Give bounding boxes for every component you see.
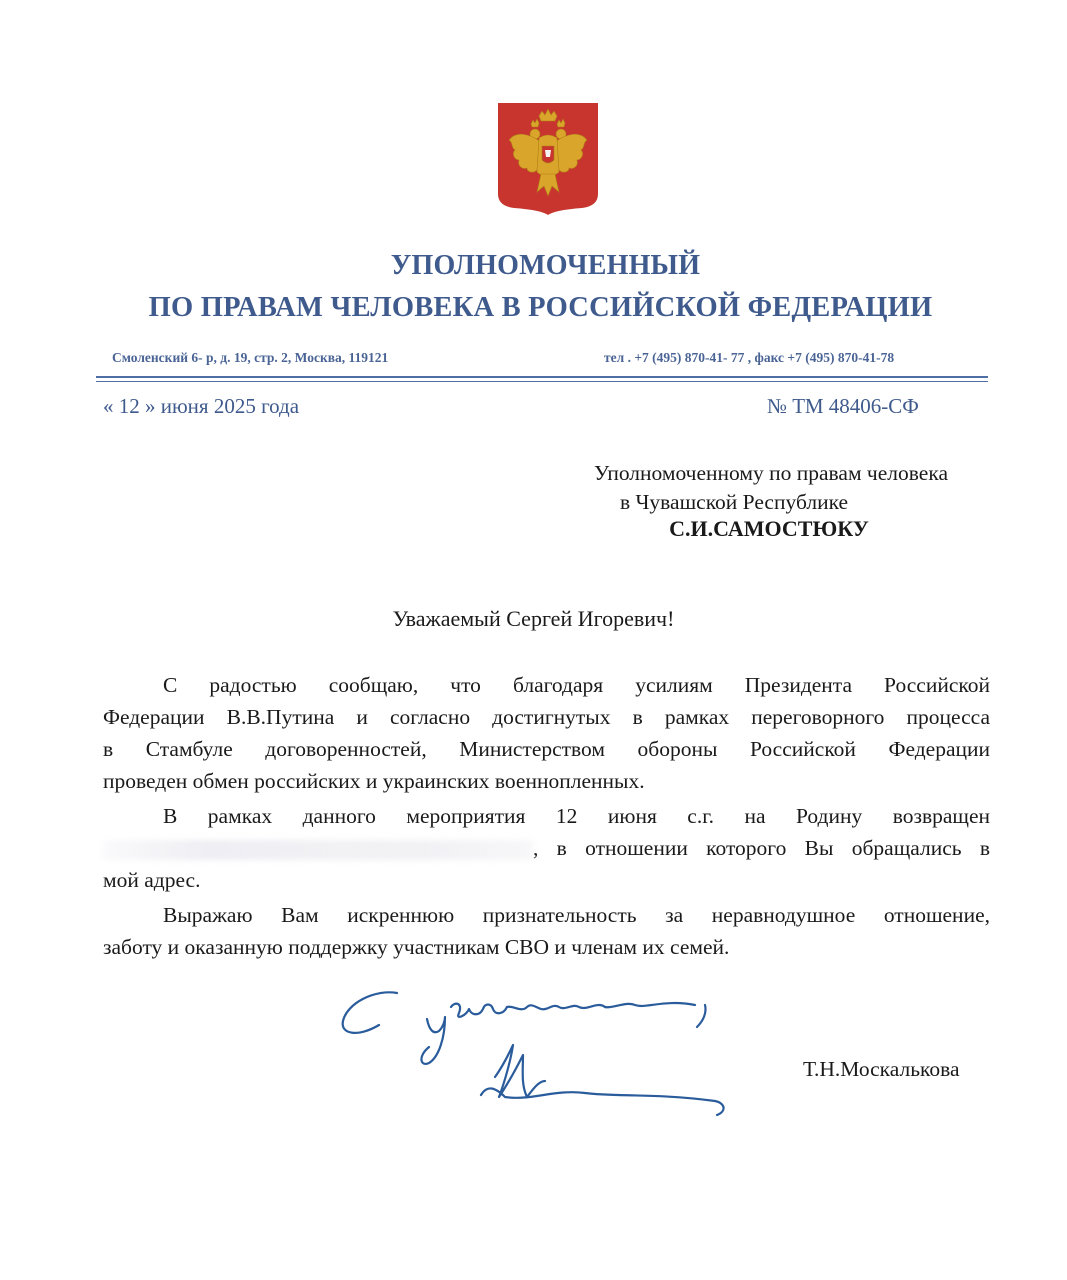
- body-line-redacted: [103, 832, 990, 864]
- redacted-name: [103, 840, 533, 860]
- addressee-name: С.И.САМОСТЮКУ: [669, 516, 869, 541]
- body-line: Выражаю Вам искреннюю признательность за неравнодушное отношение,: [163, 903, 990, 927]
- body-paragraph-1: [103, 669, 990, 797]
- body-line: В рамках данного мероприятия 12 июня с.г. на Родину возвращен: [163, 804, 990, 828]
- body-line: Федерации В.В.Путина и согласно достигнутых в рамках переговорного процесса: [103, 705, 990, 729]
- greeting: Уважаемый Сергей Игоревич!: [392, 606, 675, 631]
- body-paragraph-3: [103, 899, 990, 963]
- letterhead-address: Смоленский 6- р, д. 19, стр. 2, Москва, 119121: [112, 350, 389, 365]
- letterhead-title-line2: ПО ПРАВАМ ЧЕЛОВЕКА В РОССИЙСКОЙ ФЕДЕРАЦИИ: [148, 292, 933, 323]
- letterhead-divider: [96, 376, 988, 378]
- handwritten-signature: [335, 985, 735, 1135]
- coat-of-arms-icon: [497, 102, 599, 216]
- addressee-line2: в Чувашской Республике: [619, 490, 849, 514]
- body-line: в Стамбуле договоренностей, Министерством обороны Российской Федерации: [103, 737, 990, 761]
- signer-name: Т.Н.Москалькова: [803, 1057, 960, 1081]
- body-line: мой адрес.: [103, 868, 201, 892]
- body-line-tail: , в отношении которого Вы обращались в: [533, 836, 990, 860]
- body-paragraph-2: [103, 800, 990, 896]
- body-line: С радостью сообщаю, что благодаря усилиям Президента Российской: [163, 673, 990, 697]
- letterhead-divider-thin: [96, 381, 988, 382]
- body-line: заботу и оказанную поддержку участникам СВО и членам их семей.: [103, 935, 730, 959]
- emblem-center-shield: [542, 146, 554, 163]
- letter-number: № ТМ 48406-СФ: [767, 394, 919, 418]
- letter-date: « 12 » июня 2025 года: [103, 394, 300, 418]
- letterhead-phones: тел . +7 (495) 870-41- 77 , факс +7 (495) 870-41-78: [604, 350, 895, 365]
- body-line: проведен обмен российских и украинских военнопленных.: [103, 769, 645, 793]
- addressee-line1: Уполномоченному по правам человека: [593, 461, 948, 485]
- letterhead-title-line1: УПОЛНОМОЧЕННЫЙ: [390, 250, 701, 281]
